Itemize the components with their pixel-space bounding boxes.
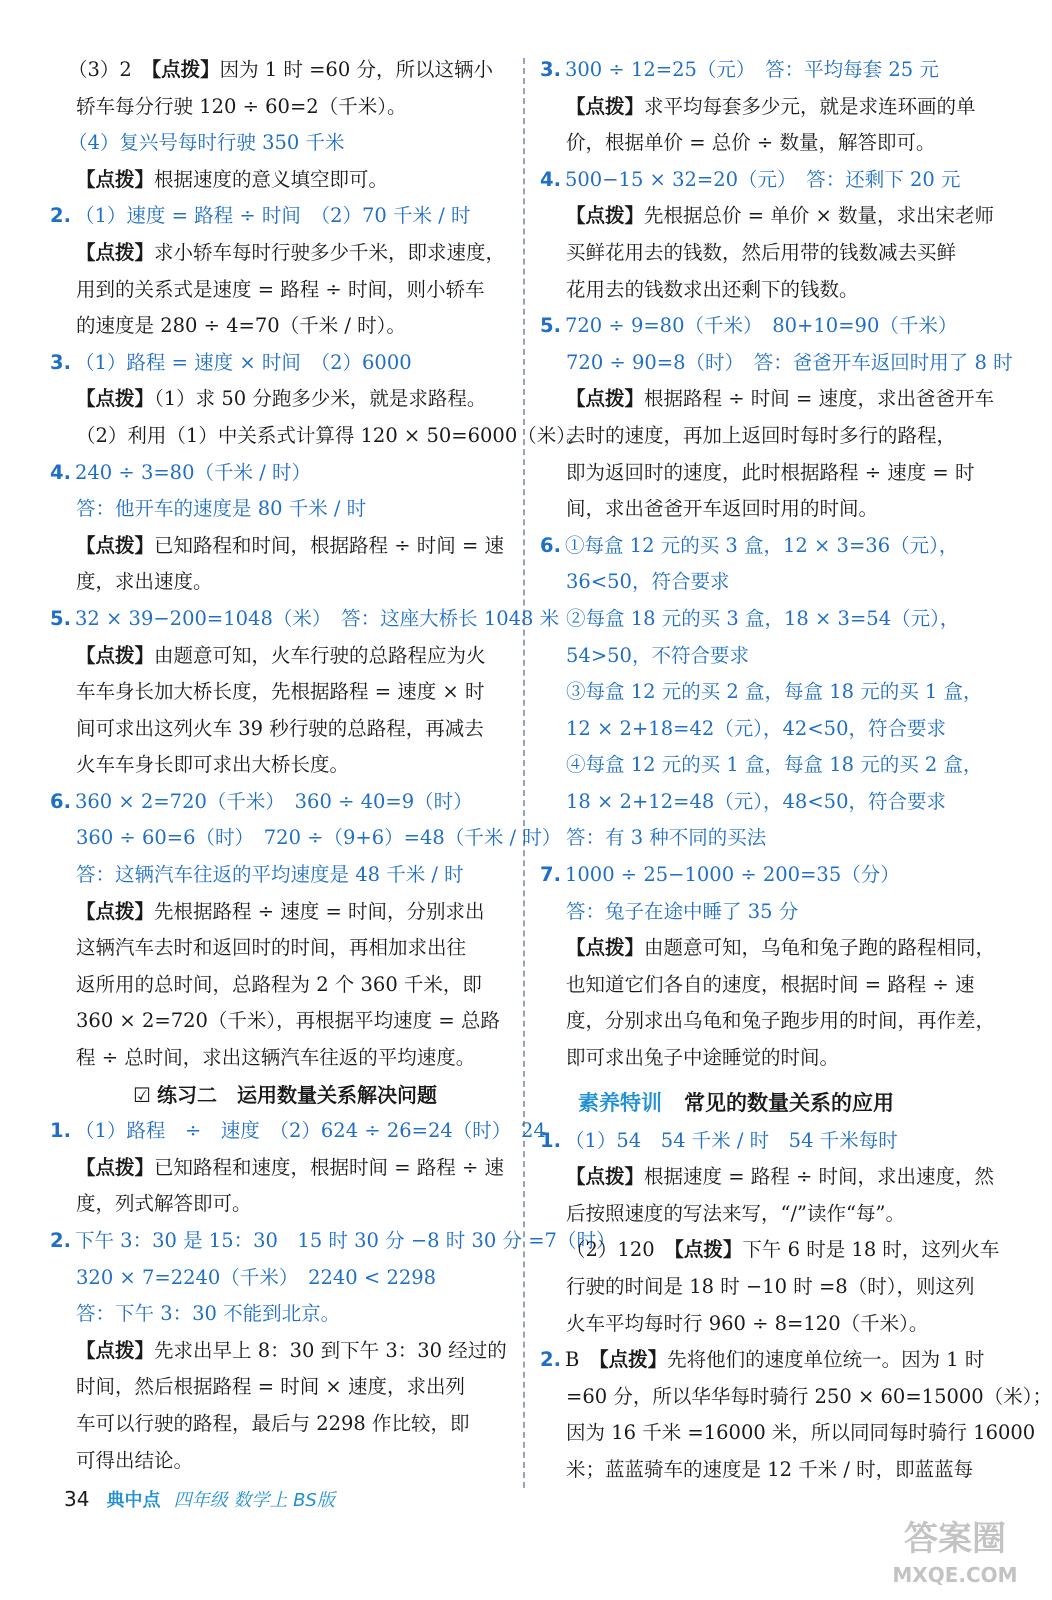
text-line: [540, 820, 1000, 857]
text-line: [50, 125, 520, 162]
body-text: 因为 16 千米 =16000 米，所以同同每时骑行 16000: [566, 1421, 1036, 1445]
page-footer: [64, 1486, 335, 1520]
body-text: 间可求出这列火车 39 秒行驶的总路程，再减去: [76, 716, 484, 740]
question-number: 4.: [50, 460, 71, 484]
body-text: 求平均每套多少元，就是求连环画的单: [644, 94, 976, 118]
text-line: [50, 1113, 546, 1150]
text-line: [540, 564, 1000, 601]
body-text: 已知路程和时间，根据路程 ÷ 时间 = 速: [154, 533, 504, 557]
text-line: [50, 638, 520, 675]
body-text: （2）120: [566, 1238, 675, 1262]
body-text: 先将他们的速度单位统一。因为 1 时: [667, 1348, 985, 1372]
answer-text: 下午 3：30 是 15：30 15 时 30 分 −8 时 30 分 =7（时）: [74, 1229, 616, 1252]
question-number: 3.: [540, 58, 561, 81]
body-text: 程 ÷ 总时间，求出这辆汽车往返的平均速度。: [76, 1046, 476, 1070]
watermark-logo: [880, 1506, 1030, 1590]
text-line: [50, 308, 520, 345]
text-line: [50, 1223, 616, 1260]
answer-text: 1000 ÷ 25−1000 ÷ 200=35（分）: [564, 863, 900, 887]
text-line: [540, 308, 1000, 345]
hint-label: 【点拨】: [76, 167, 155, 191]
hint-label: 【点拨】: [151, 58, 220, 81]
text-line: [540, 1342, 1000, 1379]
text-line: [540, 162, 1000, 199]
text-line: [540, 1232, 1000, 1269]
text-line: [50, 52, 520, 89]
answer-text: ①每盒 12 元的买 3 盒，12 × 3=36（元），: [564, 533, 959, 557]
text-line: [50, 381, 520, 418]
hint-label: 【点拨】: [566, 1165, 645, 1189]
answer-text: 360 ÷ 60=6（时） 720 ÷（9+6）=48（千米 / 时）: [76, 826, 562, 850]
body-text: 米；蓝蓝骑车的速度是 12 千米 / 时，即蓝蓝每: [566, 1457, 974, 1481]
answer-text: 12 × 2+18=42（元），42<50，符合要求: [566, 716, 946, 740]
body-text: 花用去的钱数求出还剩下的钱数。: [566, 277, 859, 301]
answer-text: 答：下午 3：30 不能到北京。: [76, 1302, 341, 1326]
text-line: [540, 1379, 1052, 1416]
text-line: [540, 1269, 1000, 1306]
text-line: [540, 1040, 1000, 1077]
text-line: [50, 235, 520, 272]
text-line: [50, 967, 520, 1004]
question-number: 1.: [50, 1119, 71, 1143]
text-line: [50, 857, 520, 894]
answer-text: 36<50，符合要求: [566, 570, 730, 594]
text-line: [540, 272, 1000, 309]
question-number: 3.: [50, 350, 71, 374]
text-line: [50, 564, 520, 601]
answer-text: ②每盒 18 元的买 3 盒，18 × 3=54（元），: [566, 606, 960, 630]
left-column: [50, 52, 616, 1479]
text-line: [50, 1150, 520, 1187]
text-line: [540, 1159, 1000, 1196]
body-text: （3）2: [68, 58, 152, 81]
body-text: 求小轿车每时行驶多少千米，即求速度，: [154, 240, 506, 264]
text-line: [50, 784, 520, 821]
text-line: [540, 857, 1000, 894]
checkbox-icon: ☑: [133, 1082, 151, 1107]
text-line: [50, 162, 520, 199]
answer-text: 答：这辆汽车往返的平均速度是 48 千米 / 时: [76, 863, 464, 887]
hint-label: 【点拨】: [76, 1338, 155, 1362]
question-number: 2.: [50, 1229, 71, 1252]
section-heading: [540, 1083, 1000, 1123]
text-line: [50, 455, 520, 492]
answer-text: 720 ÷ 9=80（千米） 80+10=90（千米）: [564, 314, 958, 338]
answer-text: 32 × 39−200=1048（米） 答：这座大桥长 1048 米: [74, 606, 560, 630]
text-line: [50, 674, 520, 711]
question-number: 2.: [50, 204, 71, 228]
body-text: B: [564, 1348, 599, 1372]
text-line: [540, 491, 1000, 528]
right-column: [540, 52, 1052, 1489]
section-heading: [50, 1077, 520, 1114]
hint-label: 【点拨】: [76, 899, 155, 923]
watermark-line2: MXQE.COM: [892, 1563, 1018, 1587]
question-number: 5.: [50, 606, 71, 630]
book-title: 四年级 数学上 BS版: [173, 1490, 335, 1511]
text-line: [540, 747, 1000, 784]
text-line: [540, 1415, 1036, 1452]
answer-text: 300 ÷ 12=25（元） 答：平均每套 25 元: [564, 58, 939, 81]
body-text: 先求出早上 8：30 到下午 3：30 经过的: [154, 1338, 507, 1362]
text-line: [540, 455, 1000, 492]
text-line: [50, 491, 520, 528]
hint-label: 【点拨】: [566, 936, 645, 960]
body-text: 轿车每分行驶 120 ÷ 60=2（千米）。: [76, 94, 407, 118]
body-text: 已知路程和速度，根据时间 = 路程 ÷ 速: [154, 1155, 504, 1179]
body-text: 即为返回时的速度，此时根据路程 ÷ 速度 = 时: [566, 460, 975, 484]
answer-text: ③每盒 12 元的买 2 盒，每盒 18 元的买 1 盒，: [566, 680, 983, 704]
body-text: =60 分，所以华华每时骑行 250 × 60=15000（米）；: [566, 1384, 1052, 1408]
question-number: 6.: [540, 533, 561, 557]
text-line: [540, 345, 1013, 382]
body-text: 价，根据单价 = 总价 ÷ 数量，解答即可。: [566, 131, 936, 155]
question-number: 5.: [540, 314, 561, 338]
text-line: [50, 601, 560, 638]
body-text: 时间，然后根据路程 = 时间 × 速度，求出列: [76, 1375, 465, 1399]
text-line: [50, 1186, 520, 1223]
hint-label: 【点拨】: [674, 1238, 743, 1262]
body-text: 可得出结论。: [76, 1448, 194, 1472]
body-text: 返所用的总时间，总路程为 2 个 360 千米，即: [76, 972, 482, 996]
section-label: 素养特训: [578, 1090, 662, 1115]
body-text: 车可以行驶的路程，最后与 2298 作比较，即: [76, 1411, 470, 1435]
body-text: 间，求出爸爸开车返回时用的时间。: [566, 497, 879, 521]
text-line: [540, 89, 1000, 126]
text-line: [50, 1003, 520, 1040]
body-text: 根据速度 = 路程 ÷ 时间，求出速度，然: [644, 1165, 994, 1189]
body-text: 360 × 2=720（千米），再根据平均速度 = 总路: [76, 1009, 500, 1033]
text-line: [540, 894, 1000, 931]
body-text: 先根据路程 ÷ 速度 = 时间，分别求出: [154, 899, 485, 923]
page-number: 34: [64, 1487, 90, 1511]
answer-text: 54>50，不符合要求: [566, 643, 749, 667]
text-line: [540, 125, 1000, 162]
body-text: 由题意可知，乌龟和兔子跑的路程相同，: [644, 936, 996, 960]
body-text: 的速度是 280 ÷ 4=70（千米 / 时）。: [76, 314, 406, 338]
question-number: 2.: [540, 1348, 561, 1372]
text-line: [540, 418, 1000, 455]
body-text: 去时的速度，再加上返回时每时多行的路程，: [566, 423, 957, 447]
answer-text: （1）速度 = 路程 ÷ 时间 （2）70 千米 / 时: [74, 204, 471, 228]
body-text: 即可求出兔子中途睡觉的时间。: [566, 1046, 840, 1070]
body-text: 由题意可知，火车行驶的总路程应为火: [154, 643, 486, 667]
brand-logo: 典中点: [106, 1490, 161, 1511]
body-text: 火车车身长即可求出大桥长度。: [76, 753, 350, 777]
text-line: [50, 528, 520, 565]
hint-label: 【点拨】: [76, 643, 155, 667]
body-text: 这辆汽车去时和返回时的时间，再相加求出往: [76, 936, 467, 960]
body-text: 常见的数量关系的应用: [684, 1090, 894, 1115]
answer-text: 360 × 2=720（千米） 360 ÷ 40=9（时）: [74, 789, 473, 813]
text-line: [50, 418, 586, 455]
body-text: 根据速度的意义填空即可。: [154, 167, 389, 191]
body-text: 练习二 运用数量关系解决问题: [156, 1082, 437, 1107]
watermark-line1: 答案圈: [904, 1519, 1006, 1559]
question-number: 1.: [540, 1128, 561, 1152]
body-text: 用到的关系式是速度 = 路程 ÷ 时间，则小轿车: [76, 277, 485, 301]
hint-label: 【点拨】: [76, 240, 155, 264]
hint-label: 【点拨】: [566, 204, 645, 228]
text-line: [50, 820, 562, 857]
question-number: 7.: [540, 863, 561, 887]
text-line: [540, 674, 1000, 711]
answer-text: （4）复兴号每时行驶 350 千米: [68, 131, 345, 155]
text-line: [50, 1443, 520, 1480]
text-line: [540, 784, 1000, 821]
body-text: 根据路程 ÷ 时间 = 速度，求出爸爸开车: [644, 387, 994, 411]
text-line: [540, 601, 1000, 638]
text-line: [540, 52, 1000, 89]
text-line: [50, 1040, 520, 1077]
body-text: 买鲜花用去的钱数，然后用带的钱数减去买鲜: [566, 240, 957, 264]
body-text: 行驶的时间是 18 时 −10 时 =8（时），则这列: [566, 1275, 975, 1298]
answer-text: 320 × 7=2240（千米） 2240 < 2298: [76, 1265, 437, 1289]
answer-text: 答：兔子在途中睡了 35 分: [566, 899, 799, 923]
text-line: [540, 638, 1000, 675]
text-line: [50, 894, 520, 931]
body-text: （1）求 50 分跑多少米，就是求路程。: [154, 387, 487, 411]
hint-label: 【点拨】: [598, 1348, 668, 1372]
answer-text: （1）54 54 千米 / 时 54 千米每时: [564, 1128, 898, 1152]
text-line: [50, 711, 520, 748]
text-line: [540, 1196, 1000, 1233]
body-text: 度，列式解答即可。: [76, 1192, 252, 1216]
answer-text: （1）路程 = 速度 × 时间 （2）6000: [74, 350, 412, 374]
text-line: [540, 930, 1000, 967]
text-line: [540, 1452, 1000, 1489]
body-text: 下午 6 时是 18 时，这列火车: [742, 1238, 1000, 1262]
text-line: [50, 1296, 520, 1333]
answer-text: 答：有 3 种不同的买法: [566, 826, 767, 850]
hint-label: 【点拨】: [76, 533, 155, 557]
body-text: （2）利用（1）中关系式计算得 120 × 50=6000（米）。: [76, 423, 586, 447]
body-text: 因为 1 时 =60 分，所以这辆小: [219, 58, 493, 81]
text-line: [50, 345, 520, 382]
text-line: [540, 1123, 1000, 1160]
text-line: [540, 967, 1000, 1004]
text-line: [540, 235, 1000, 272]
text-line: [50, 89, 520, 126]
body-text: 度，分别求出乌龟和兔子跑步用的时间，再作差，: [566, 1009, 996, 1033]
answer-text: 240 ÷ 3=80（千米 / 时）: [74, 460, 311, 484]
text-line: [50, 747, 520, 784]
answer-text: 500−15 × 32=20（元） 答：还剩下 20 元: [564, 167, 961, 191]
body-text: 车车身长加大桥长度，先根据路程 = 速度 × 时: [76, 680, 485, 704]
body-text: 后按照速度的写法来写，“/”读作“每”。: [566, 1201, 905, 1225]
text-line: [50, 1369, 520, 1406]
text-line: [540, 198, 1000, 235]
answer-text: 720 ÷ 90=8（时） 答：爸爸开车返回时用了 8 时: [566, 350, 1013, 374]
body-text: 火车平均每时行 960 ÷ 8=120（千米）。: [566, 1311, 929, 1335]
text-line: [50, 1260, 520, 1297]
text-line: [540, 1306, 1000, 1343]
column-divider: [523, 58, 525, 1488]
question-number: 4.: [540, 167, 561, 191]
text-line: [50, 198, 520, 235]
text-line: [540, 1003, 1000, 1040]
answer-text: 答：他开车的速度是 80 千米 / 时: [76, 497, 367, 521]
answer-text: ④每盒 12 元的买 1 盒，每盒 18 元的买 2 盒，: [566, 753, 983, 777]
hint-label: 【点拨】: [566, 387, 645, 411]
body-text: 也知道它们各自的速度，根据时间 = 路程 ÷ 速: [566, 972, 975, 996]
answer-text: （1）路程 ÷ 速度 （2）624 ÷ 26=24（时） 24: [74, 1119, 546, 1143]
text-line: [50, 1406, 520, 1443]
text-line: [50, 930, 520, 967]
body-text: 先根据总价 = 单价 × 数量，求出宋老师: [644, 204, 994, 228]
text-line: [50, 272, 520, 309]
text-line: [540, 711, 1000, 748]
hint-label: 【点拨】: [76, 1155, 155, 1179]
text-line: [540, 381, 1000, 418]
text-line: [540, 528, 1000, 565]
body-text: 度，求出速度。: [76, 570, 213, 594]
text-line: [50, 1333, 520, 1370]
hint-label: 【点拨】: [566, 94, 645, 118]
answer-text: 18 × 2+12=48（元），48<50，符合要求: [566, 789, 946, 813]
hint-label: 【点拨】: [76, 387, 155, 411]
question-number: 6.: [50, 789, 71, 813]
